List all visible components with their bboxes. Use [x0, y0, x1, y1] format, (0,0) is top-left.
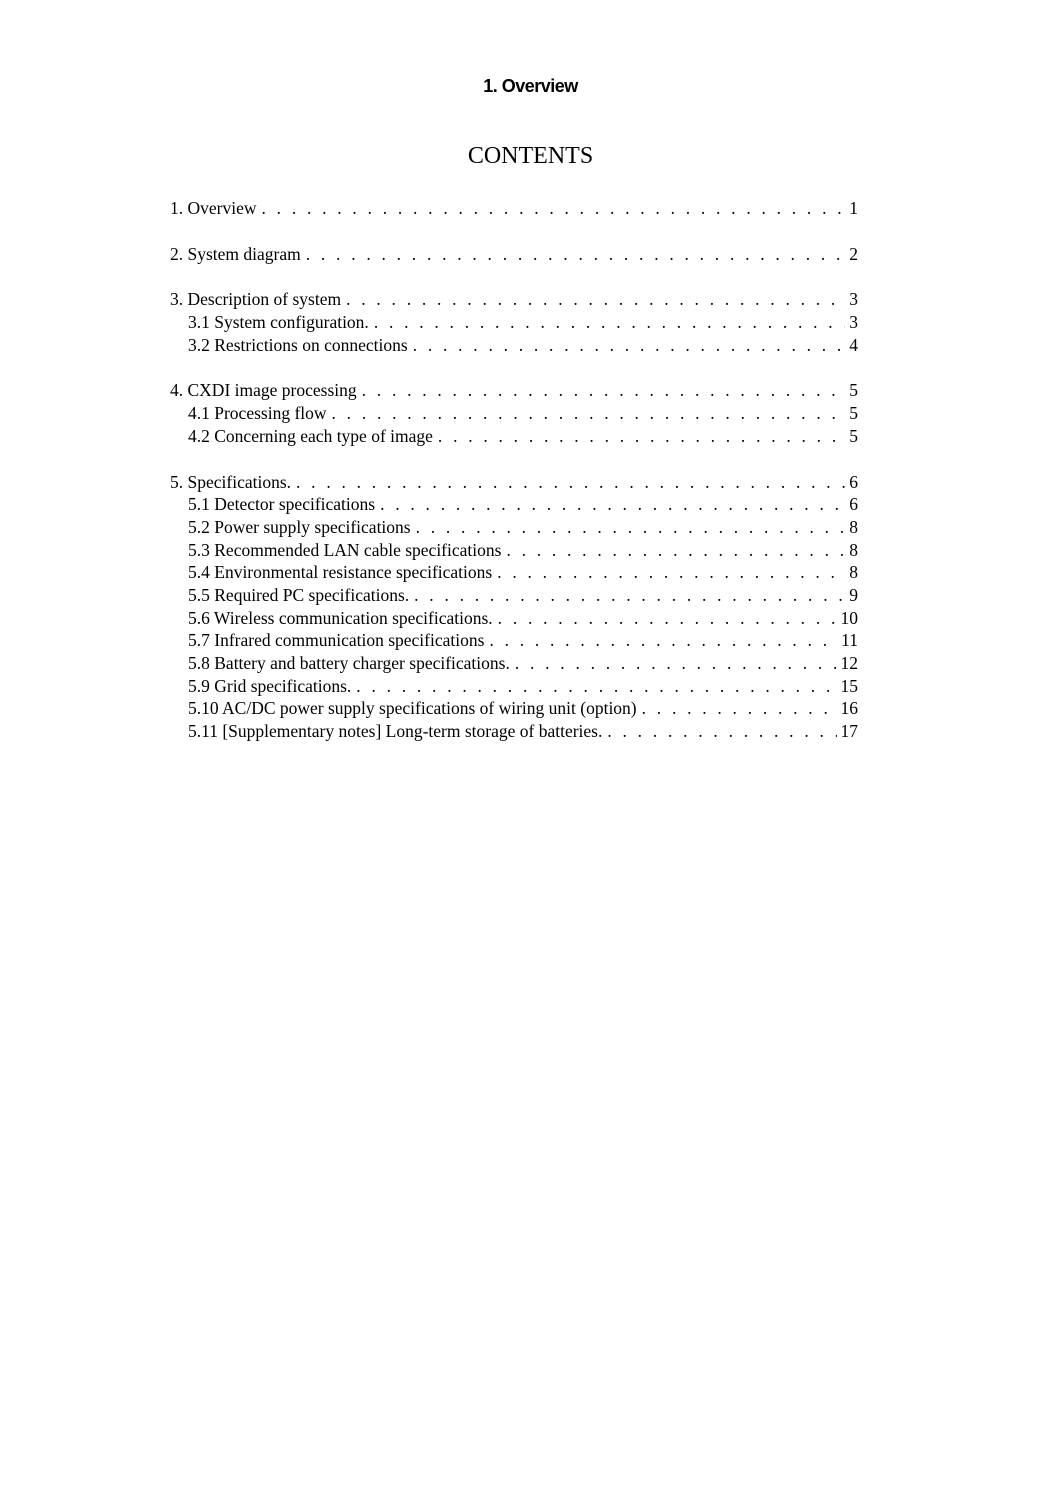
dot-leader: [262, 197, 846, 220]
toc-section-3: [170, 288, 858, 356]
toc-entry-page: 16: [840, 698, 858, 719]
dot-leader: [607, 720, 836, 743]
toc-entry-label: 5.4 Environmental resistance specifications: [188, 562, 493, 583]
toc-subentry[interactable]: [170, 584, 858, 607]
toc-subentry[interactable]: [170, 402, 858, 425]
toc-subentry[interactable]: [170, 425, 858, 448]
toc-entry-label: 5.7 Infrared communication specifications: [188, 630, 485, 651]
dot-leader: [506, 539, 845, 562]
toc-subentry[interactable]: [170, 539, 858, 562]
dot-leader: [306, 243, 846, 266]
toc-entry-page: 1: [849, 198, 858, 218]
toc-entry-page: 3: [849, 289, 858, 310]
dot-leader: [380, 493, 845, 516]
toc-subentry[interactable]: [170, 493, 858, 516]
toc-entry-label: 3.1 System configuration.: [188, 312, 369, 333]
toc-entry-page: 15: [840, 675, 858, 696]
toc-entry-label: 4.1 Processing flow: [188, 403, 327, 424]
dot-leader: [346, 288, 845, 311]
toc-entry-page: 12: [840, 653, 858, 673]
toc-entry-label: 3. Description of system: [170, 289, 342, 310]
contents-title: CONTENTS: [467, 143, 594, 169]
toc-entry-label: 5.5 Required PC specifications.: [188, 584, 410, 605]
dot-leader: [489, 629, 837, 652]
toc-entry[interactable]: [170, 243, 858, 266]
toc-entry-page: 8: [849, 539, 858, 560]
toc-entry[interactable]: [170, 471, 858, 494]
dot-leader: [356, 675, 836, 698]
running-header: 1. Overview: [483, 76, 578, 96]
toc-entry-page: 5: [849, 403, 858, 424]
toc-section-1: [170, 197, 858, 220]
dot-leader: [413, 334, 846, 357]
dot-leader: [642, 697, 837, 720]
toc-entry-page: 10: [840, 607, 858, 628]
toc-entry-page: 11: [841, 630, 858, 651]
dot-leader: [497, 561, 845, 584]
toc-entry-label: 5.1 Detector specifications: [188, 494, 376, 515]
toc-entry-page: 8: [849, 516, 858, 537]
toc-entry-label: 5.8 Battery and battery charger specifications.: [188, 653, 510, 673]
toc-entry-label: 5.11 [Supplementary notes] Long-term storage of batteries.: [188, 721, 603, 742]
toc-entry-label: 5.3 Recommended LAN cable specifications: [188, 539, 502, 560]
dot-leader: [515, 652, 837, 675]
toc-entry-page: 6: [849, 471, 858, 492]
toc-entry-page: 9: [849, 584, 858, 605]
toc-section-5: [170, 471, 858, 743]
toc-entry-page: 2: [849, 243, 858, 264]
toc-subentry[interactable]: [170, 334, 858, 357]
toc-entry-label: 5.2 Power supply specifications: [188, 516, 411, 537]
toc-entry-label: 3.2 Restrictions on connections: [188, 334, 408, 355]
toc-section-2: [170, 243, 858, 266]
toc-subentry[interactable]: [170, 720, 858, 743]
toc-subentry[interactable]: [170, 561, 858, 584]
toc-subentry[interactable]: [170, 652, 858, 675]
toc-entry-page: 6: [849, 494, 858, 515]
toc-entry-label: 5.10 AC/DC power supply specifications of wiring unit (option): [188, 698, 637, 719]
toc-subentry[interactable]: [170, 697, 858, 720]
dot-leader: [296, 471, 845, 494]
toc-entry-label: 5.6 Wireless communication specifications.: [188, 607, 493, 628]
toc-entry-page: 17: [840, 721, 858, 742]
toc-entry-page: 8: [849, 562, 858, 583]
toc-entry[interactable]: [170, 379, 858, 402]
toc-entry-page: 3: [849, 312, 858, 333]
dot-leader: [416, 516, 846, 539]
toc-subentry[interactable]: [170, 516, 858, 539]
table-of-contents: [170, 197, 858, 766]
toc-entry-page: 5: [849, 380, 858, 401]
toc-entry-page: 5: [849, 425, 858, 446]
toc-entry[interactable]: [170, 288, 858, 311]
toc-entry-label: 4.2 Concerning each type of image: [188, 425, 433, 446]
toc-entry-label: 5. Specifications.: [170, 471, 292, 492]
dot-leader: [332, 402, 846, 425]
toc-entry-label: 5.9 Grid specifications.: [188, 675, 352, 696]
dot-leader: [414, 584, 845, 607]
toc-entry[interactable]: [170, 197, 858, 220]
toc-subentry[interactable]: [170, 607, 858, 630]
toc-subentry[interactable]: [170, 311, 858, 334]
dot-leader: [438, 425, 845, 448]
toc-section-4: [170, 379, 858, 447]
toc-entry-label: 4. CXDI image processing: [170, 380, 357, 401]
toc-subentry[interactable]: [170, 675, 858, 698]
toc-entry-label: 1. Overview: [170, 198, 257, 218]
toc-entry-label: 2. System diagram: [170, 243, 301, 264]
toc-subentry[interactable]: [170, 629, 858, 652]
dot-leader: [498, 607, 837, 630]
dot-leader: [374, 311, 845, 334]
dot-leader: [362, 379, 846, 402]
toc-entry-page: 4: [849, 334, 858, 355]
